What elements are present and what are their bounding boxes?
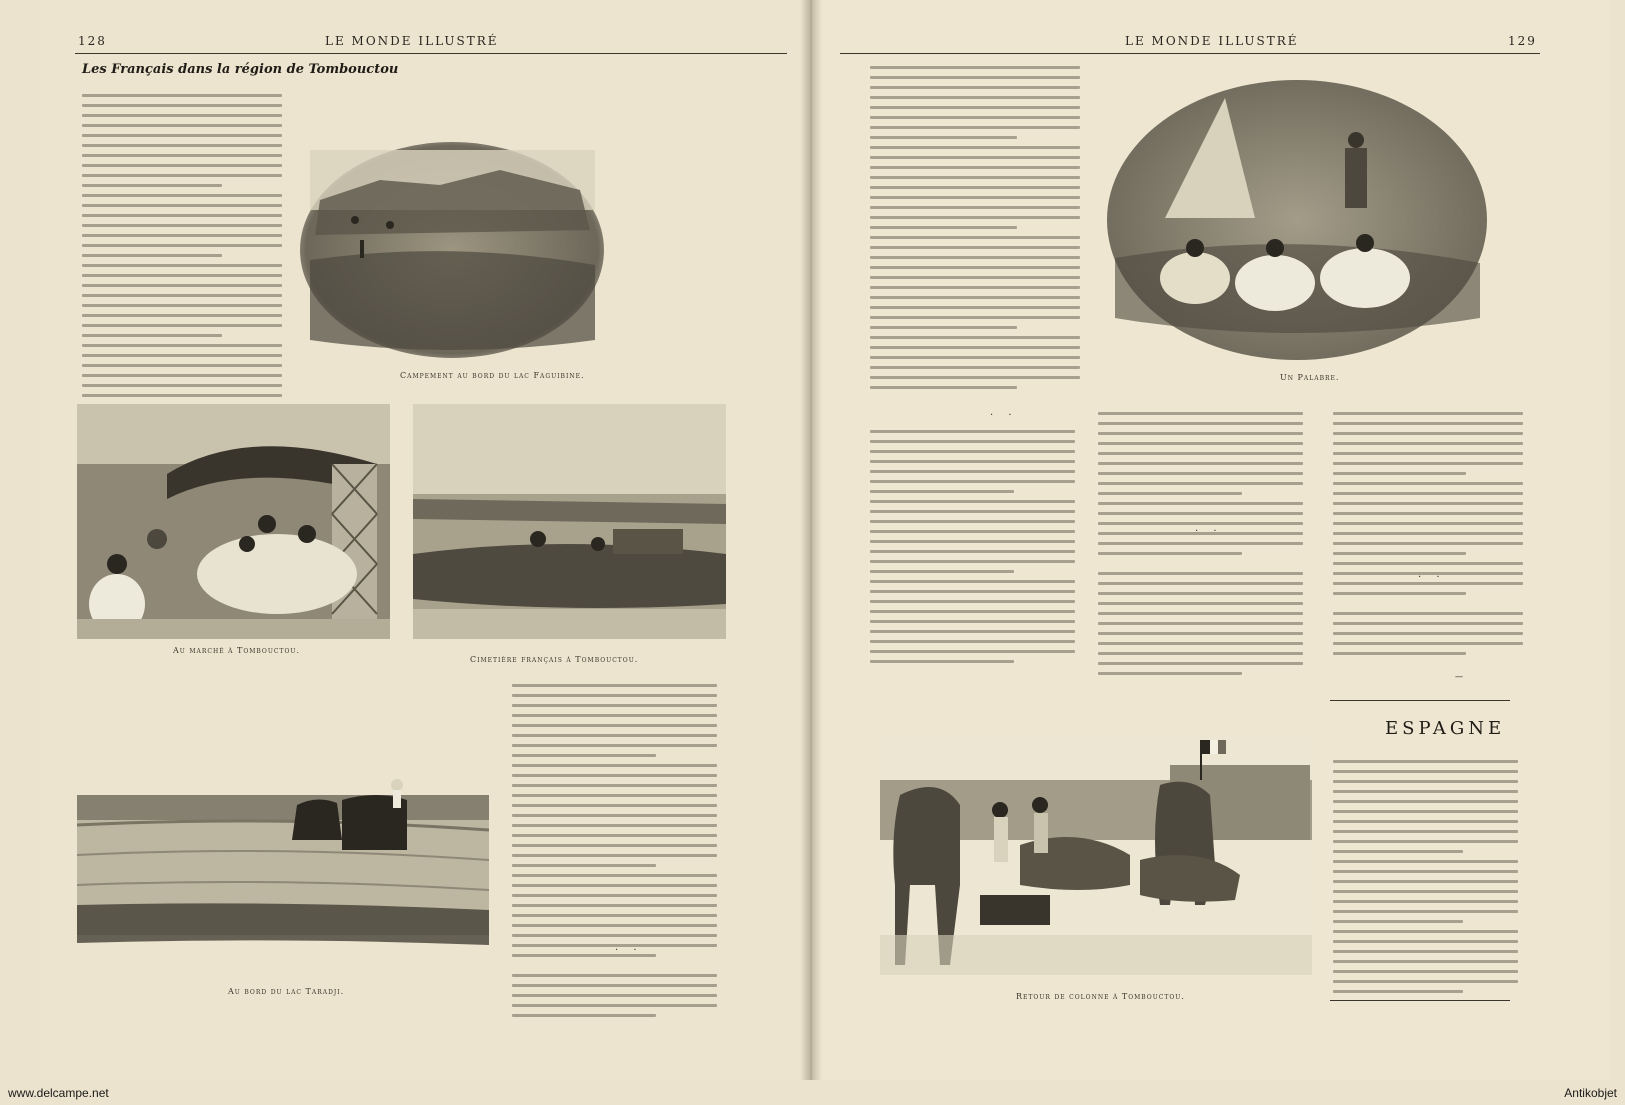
camp-illustration [300,140,605,360]
right-text-column-3 [1098,412,1303,682]
retour-colonne-illustration [880,735,1312,975]
espagne-rule-bottom [1330,1000,1510,1001]
lake-taradji-caption: Au bord du lac Taradji. [228,987,345,996]
page-gutter [800,0,822,1080]
camp-caption: Campement au bord du lac Faguibine. [400,371,585,380]
market-illustration [77,404,390,639]
cemetery-caption: Cimetière français à Tombouctou. [470,655,639,664]
left-header-rule [75,53,787,54]
palabre-illustration [1105,78,1490,363]
left-running-title: LE MONDE ILLUSTRÉ [325,34,499,48]
separator-dots-left: · · [615,945,643,956]
left-text-column-1 [82,94,282,414]
right-page-number: 129 [1508,34,1537,48]
palabre-caption: Un Palabre. [1280,373,1340,382]
footer-left-watermark: www.delcampe.net [8,1086,109,1100]
espagne-rule-top [1330,700,1510,701]
right-running-title: LE MONDE ILLUSTRÉ [1125,34,1299,48]
separator-dots-right-2: · · [1195,526,1223,537]
footer-right-watermark: Antikobjet [1564,1086,1617,1100]
separator-dots-right-1: · · [990,410,1018,421]
espagne-title: ESPAGNE [1385,718,1506,739]
retour-colonne-caption: Retour de colonne à Tombouctou. [1016,992,1185,1001]
espagne-text-column [1333,760,1518,1000]
cemetery-illustration [413,404,726,639]
right-header-rule [840,53,1540,54]
market-caption: Au marché à Tombouctou. [173,646,300,655]
right-text-column-1 [870,66,1080,396]
left-page-number: 128 [78,34,107,48]
article-title: Les Français dans la région de Tombouctou [82,62,399,77]
separator-dots-right-3: · · [1418,572,1446,583]
left-text-column-2 [512,684,717,1024]
signature: — [1455,672,1463,681]
right-text-column-2 [870,430,1075,670]
lake-taradji-illustration [77,765,489,985]
right-text-column-4 [1333,412,1523,662]
